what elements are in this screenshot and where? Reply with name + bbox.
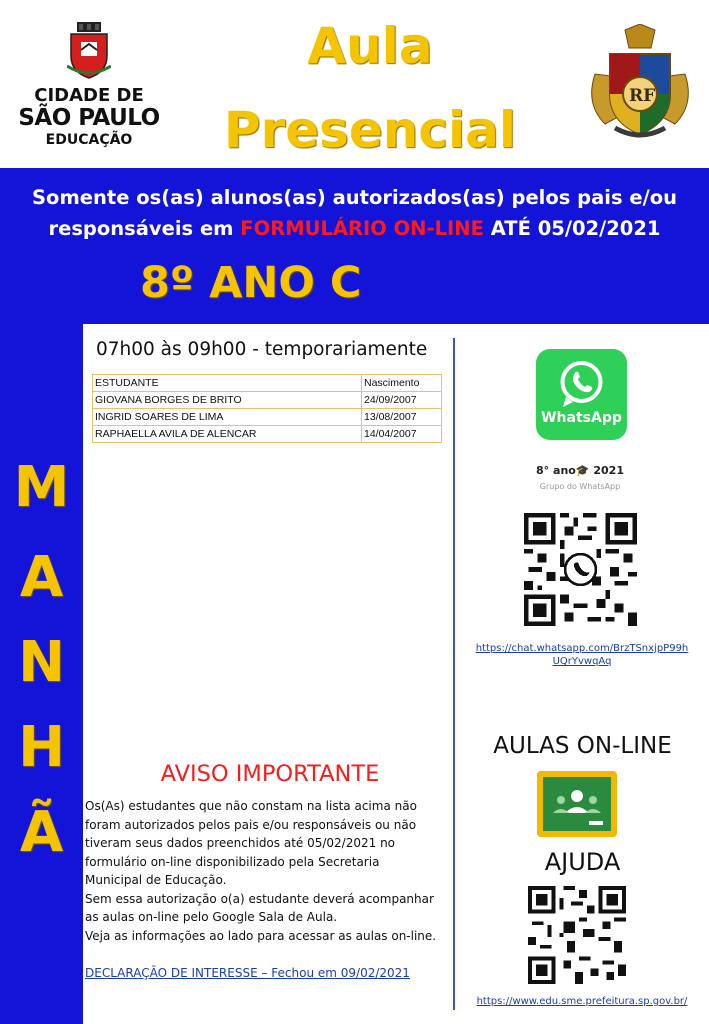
whatsapp-group-link[interactable] [462,643,702,667]
whatsapp-link-line-1[interactable]: https://chat.whatsapp.com/BrzTSnxjpP99h [475,643,689,654]
sao-paulo-crest-icon [67,22,111,80]
table-header-birth: Nascimento [362,375,442,392]
logo-line-1: CIDADE DE [34,85,144,106]
students-table [92,374,442,443]
page-title-line-1: Aula [307,17,433,75]
help-qr-code-icon[interactable] [528,886,626,984]
whatsapp-icon-label: WhatsApp [541,410,622,426]
student-birthdate: 13/08/2007 [362,409,442,426]
logo-line-3: EDUCAÇÃO [45,132,133,148]
svg-text:RF: RF [629,86,656,106]
shift-letter: Ã [19,800,64,865]
notice-text-line: tiveram seus dados preenchidos até 05/02/2021 no [85,836,396,850]
notice-text-line: Municipal de Educação. [85,873,227,887]
shift-letter: M [13,455,70,520]
page-title-line-2: Presencial [223,101,517,159]
sao-paulo-education-logo [14,22,164,162]
student-name: RAPHAELLA AVILA DE ALENCAR [93,426,362,443]
notice-form-highlight: FORMULÁRIO ON-LINE [240,217,484,240]
class-schedule: 07h00 às 09h00 - temporariamente [96,339,428,360]
shift-letter: N [18,630,65,695]
notice-deadline: ATÉ 05/02/2021 [490,217,661,240]
notice-line-2 [0,213,709,244]
whatsapp-group-subtitle: Grupo do WhatsApp [539,482,621,491]
table-row [93,392,442,409]
table-header-student: ESTUDANTE [93,375,362,392]
whatsapp-icon[interactable] [536,349,627,440]
important-notice-title: AVISO IMPORTANTE [160,761,380,787]
notice-text-line: Os(As) estudantes que não constam na lista acima não [85,799,417,813]
declaration-of-interest-link[interactable]: DECLARAÇÃO DE INTERESSE – Fechou em 09/02/2021 [85,966,410,980]
shift-letter: H [18,715,65,780]
table-row [93,409,442,426]
help-site-link[interactable]: https://www.edu.sme.prefeitura.sp.gov.br/ [476,996,688,1007]
table-header-row [93,375,442,392]
student-birthdate: 24/09/2007 [362,392,442,409]
notice-text-line: Sem essa autorização o(a) estudante deverá acompanhar [85,891,434,906]
logo-line-2: SÃO PAULO [18,105,160,131]
notice-text-line: as aulas on-line pelo Google Sala de Aula. [85,910,338,924]
notice-text-line: foram autorizados pelos pais e/ou responsáveis ou não [85,817,417,832]
whatsapp-link-line-2[interactable]: UQrYvwqAq [552,656,612,667]
notice-text-line: Veja as informações ao lado para acessar as aulas on-line. [85,928,437,943]
notice-line-1: Somente os(as) alunos(as) autorizados(as) pelos pais e/ou [32,186,677,209]
rf-school-crest-icon [585,24,695,144]
notice-text-line: formulário on-line disponibilizado pela Secretaria [85,854,380,869]
table-row [93,426,442,443]
notice-line-2-start: responsáveis em [48,217,234,240]
google-classroom-icon[interactable] [537,771,617,837]
class-grade: 8º ANO C [140,258,362,308]
student-name: INGRID SOARES DE LIMA [93,409,362,426]
authorization-notice [0,182,709,244]
online-classes-title: AULAS ON-LINE [493,733,672,759]
student-name: GIOVANA BORGES DE BRITO [93,392,362,409]
student-birthdate: 14/04/2007 [362,426,442,443]
help-title: AJUDA [544,848,621,876]
whatsapp-qr-code-icon[interactable] [524,513,637,626]
shift-letter: A [19,545,64,610]
whatsapp-group-name: 8° ano🎓 2021 [536,464,624,477]
important-notice-text [85,797,455,945]
